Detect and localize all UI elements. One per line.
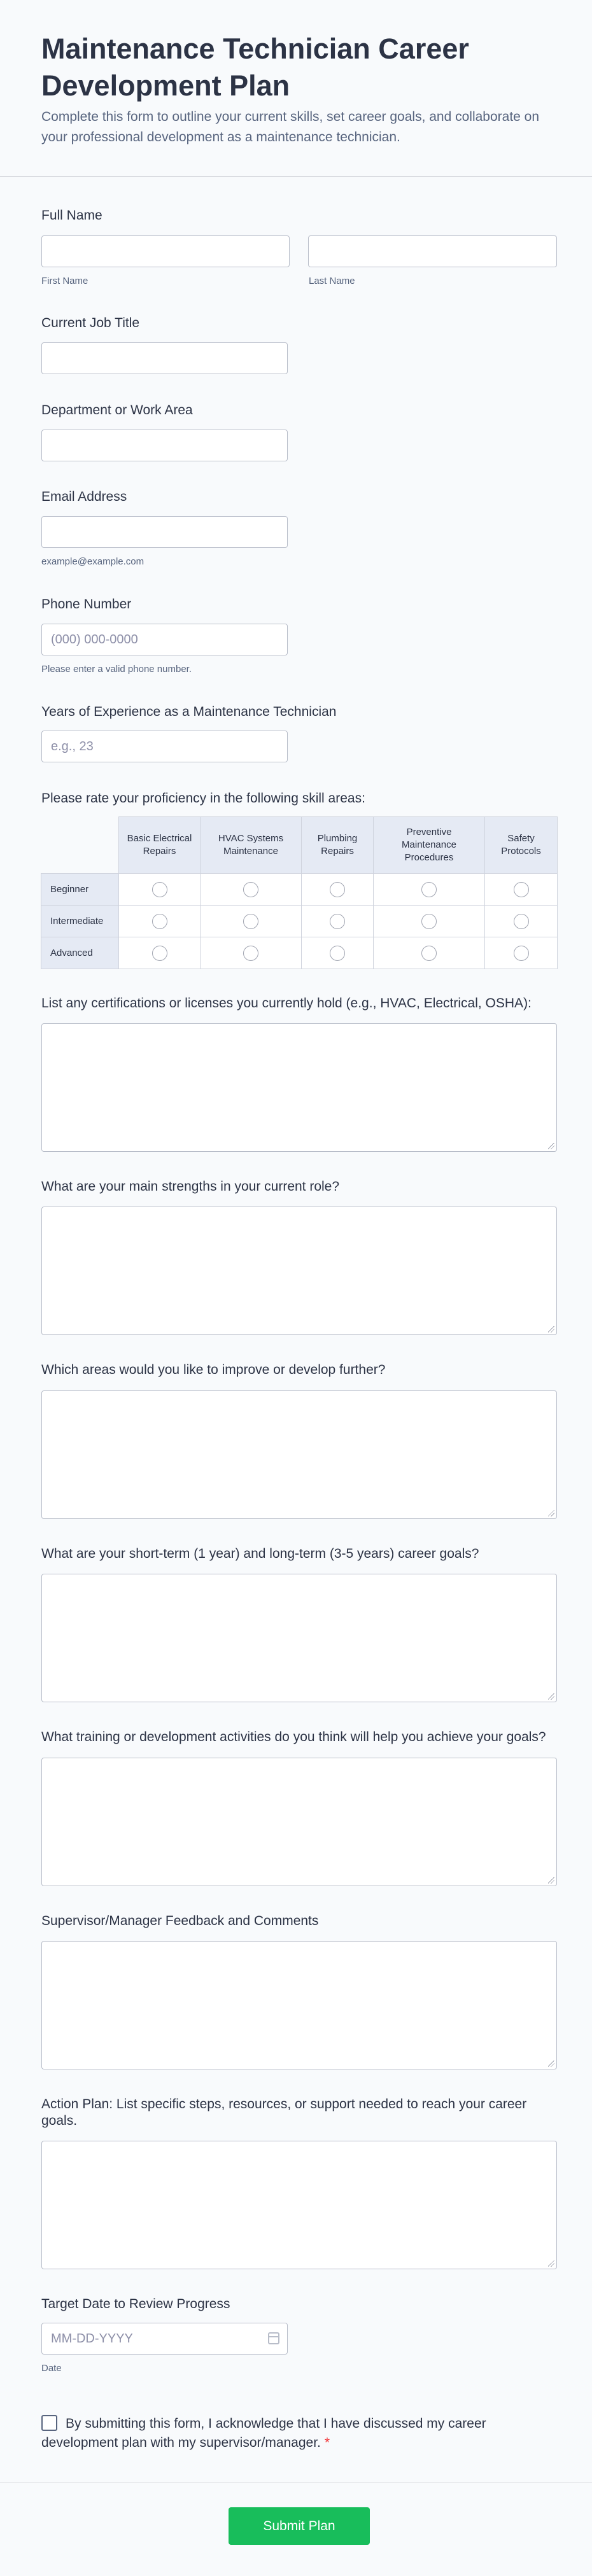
matrix-column-header: HVAC Systems Maintenance <box>201 817 302 874</box>
matrix-radio[interactable] <box>421 882 437 897</box>
matrix-radio[interactable] <box>152 882 167 897</box>
training-textarea[interactable] <box>41 1758 557 1886</box>
required-mark: * <box>324 2435 330 2450</box>
target-date-input[interactable] <box>41 2323 288 2355</box>
resize-grip-icon[interactable] <box>548 1326 554 1333</box>
matrix-row <box>41 937 558 969</box>
matrix-column-header: Plumbing Repairs <box>302 817 374 874</box>
matrix-radio[interactable] <box>330 882 345 897</box>
feedback-textarea[interactable] <box>41 1941 557 2069</box>
matrix-radio[interactable] <box>421 914 437 929</box>
matrix-row-label: Intermediate <box>41 906 119 937</box>
email-input[interactable] <box>41 516 288 548</box>
matrix-radio[interactable] <box>243 946 258 961</box>
resize-grip-icon[interactable] <box>548 2260 554 2267</box>
action-plan-textarea[interactable] <box>41 2141 557 2269</box>
matrix-corner <box>41 817 119 874</box>
resize-grip-icon[interactable] <box>548 1510 554 1516</box>
form-header <box>0 0 592 177</box>
strengths-label: What are your main strengths in your current role? <box>41 1179 340 1194</box>
target-date-placeholder: MM-DD-YYYY <box>51 2331 133 2346</box>
skills-matrix <box>41 816 558 969</box>
phone-label: Phone Number <box>41 597 132 612</box>
feedback-label: Supervisor/Manager Feedback and Comments <box>41 1914 319 1928</box>
matrix-column-header: Preventive Maintenance Procedures <box>374 817 485 874</box>
first-name-input[interactable] <box>41 235 290 267</box>
email-label: Email Address <box>41 489 127 504</box>
resize-grip-icon[interactable] <box>548 1143 554 1149</box>
phone-input[interactable]: (000) 000-0000 <box>41 624 288 655</box>
first-name-sublabel: First Name <box>41 276 88 286</box>
experience-label: Years of Experience as a Maintenance Technician <box>41 704 337 719</box>
department-label: Department or Work Area <box>41 403 193 417</box>
matrix-row <box>41 906 558 937</box>
improve-label: Which areas would you like to improve or develop further? <box>41 1362 386 1377</box>
department-input[interactable] <box>41 430 288 461</box>
target-date-label: Target Date to Review Progress <box>41 2297 230 2311</box>
matrix-column-header: Safety Protocols <box>485 817 558 874</box>
matrix-row <box>41 874 558 906</box>
training-label: What training or development activities do you think will help you achieve your goals? <box>41 1730 546 1744</box>
experience-input[interactable]: e.g., 23 <box>41 731 288 762</box>
calendar-icon[interactable] <box>268 2332 279 2344</box>
resize-grip-icon[interactable] <box>548 2061 554 2067</box>
action-plan-label: Action Plan: List specific steps, resources, or support needed to reach your career goals. <box>41 2097 527 2128</box>
matrix-radio[interactable] <box>514 882 529 897</box>
last-name-input[interactable] <box>308 235 557 267</box>
resize-grip-icon[interactable] <box>548 1877 554 1884</box>
matrix-radio[interactable] <box>152 914 167 929</box>
matrix-radio[interactable] <box>421 946 437 961</box>
job-title-input[interactable] <box>41 342 288 374</box>
consent-text: By submitting this form, I acknowledge that I have discussed my career development plan with my supervisor/manager. <box>41 2416 486 2450</box>
submit-button[interactable]: Submit Plan <box>229 2507 370 2545</box>
matrix-radio[interactable] <box>243 914 258 929</box>
strengths-textarea[interactable] <box>41 1207 557 1335</box>
matrix-radio[interactable] <box>514 914 529 929</box>
matrix-radio[interactable] <box>243 882 258 897</box>
email-sublabel: example@example.com <box>41 556 144 567</box>
phone-sublabel: Please enter a valid phone number. <box>41 664 192 675</box>
form-title: Maintenance Technician Career Development Plan <box>41 32 469 102</box>
consent-text-block <box>41 2414 512 2453</box>
matrix-column-header: Basic Electrical Repairs <box>119 817 201 874</box>
goals-label: What are your short-term (1 year) and long-term (3-5 years) career goals? <box>41 1546 479 1561</box>
matrix-radio[interactable] <box>330 914 345 929</box>
skills-label: Please rate your proficiency in the following skill areas: <box>41 791 365 806</box>
matrix-radio[interactable] <box>152 946 167 961</box>
matrix-row-label: Advanced <box>41 937 119 969</box>
matrix-radio[interactable] <box>514 946 529 961</box>
improve-textarea[interactable] <box>41 1390 557 1519</box>
goals-textarea[interactable] <box>41 1574 557 1702</box>
last-name-sublabel: Last Name <box>309 276 355 286</box>
full-name-label: Full Name <box>41 208 102 223</box>
resize-grip-icon[interactable] <box>548 1693 554 1700</box>
job-title-label: Current Job Title <box>41 316 140 330</box>
certifications-label: List any certifications or licenses you currently hold (e.g., HVAC, Electrical, OSHA): <box>41 996 532 1011</box>
form-subtitle: Complete this form to outline your current skills, set career goals, and collaborate on your professional development as a maintenance technician. <box>41 109 540 144</box>
matrix-row-label: Beginner <box>41 874 119 906</box>
target-date-sublabel: Date <box>41 2363 62 2374</box>
certifications-textarea[interactable] <box>41 1023 557 1152</box>
matrix-radio[interactable] <box>330 946 345 961</box>
